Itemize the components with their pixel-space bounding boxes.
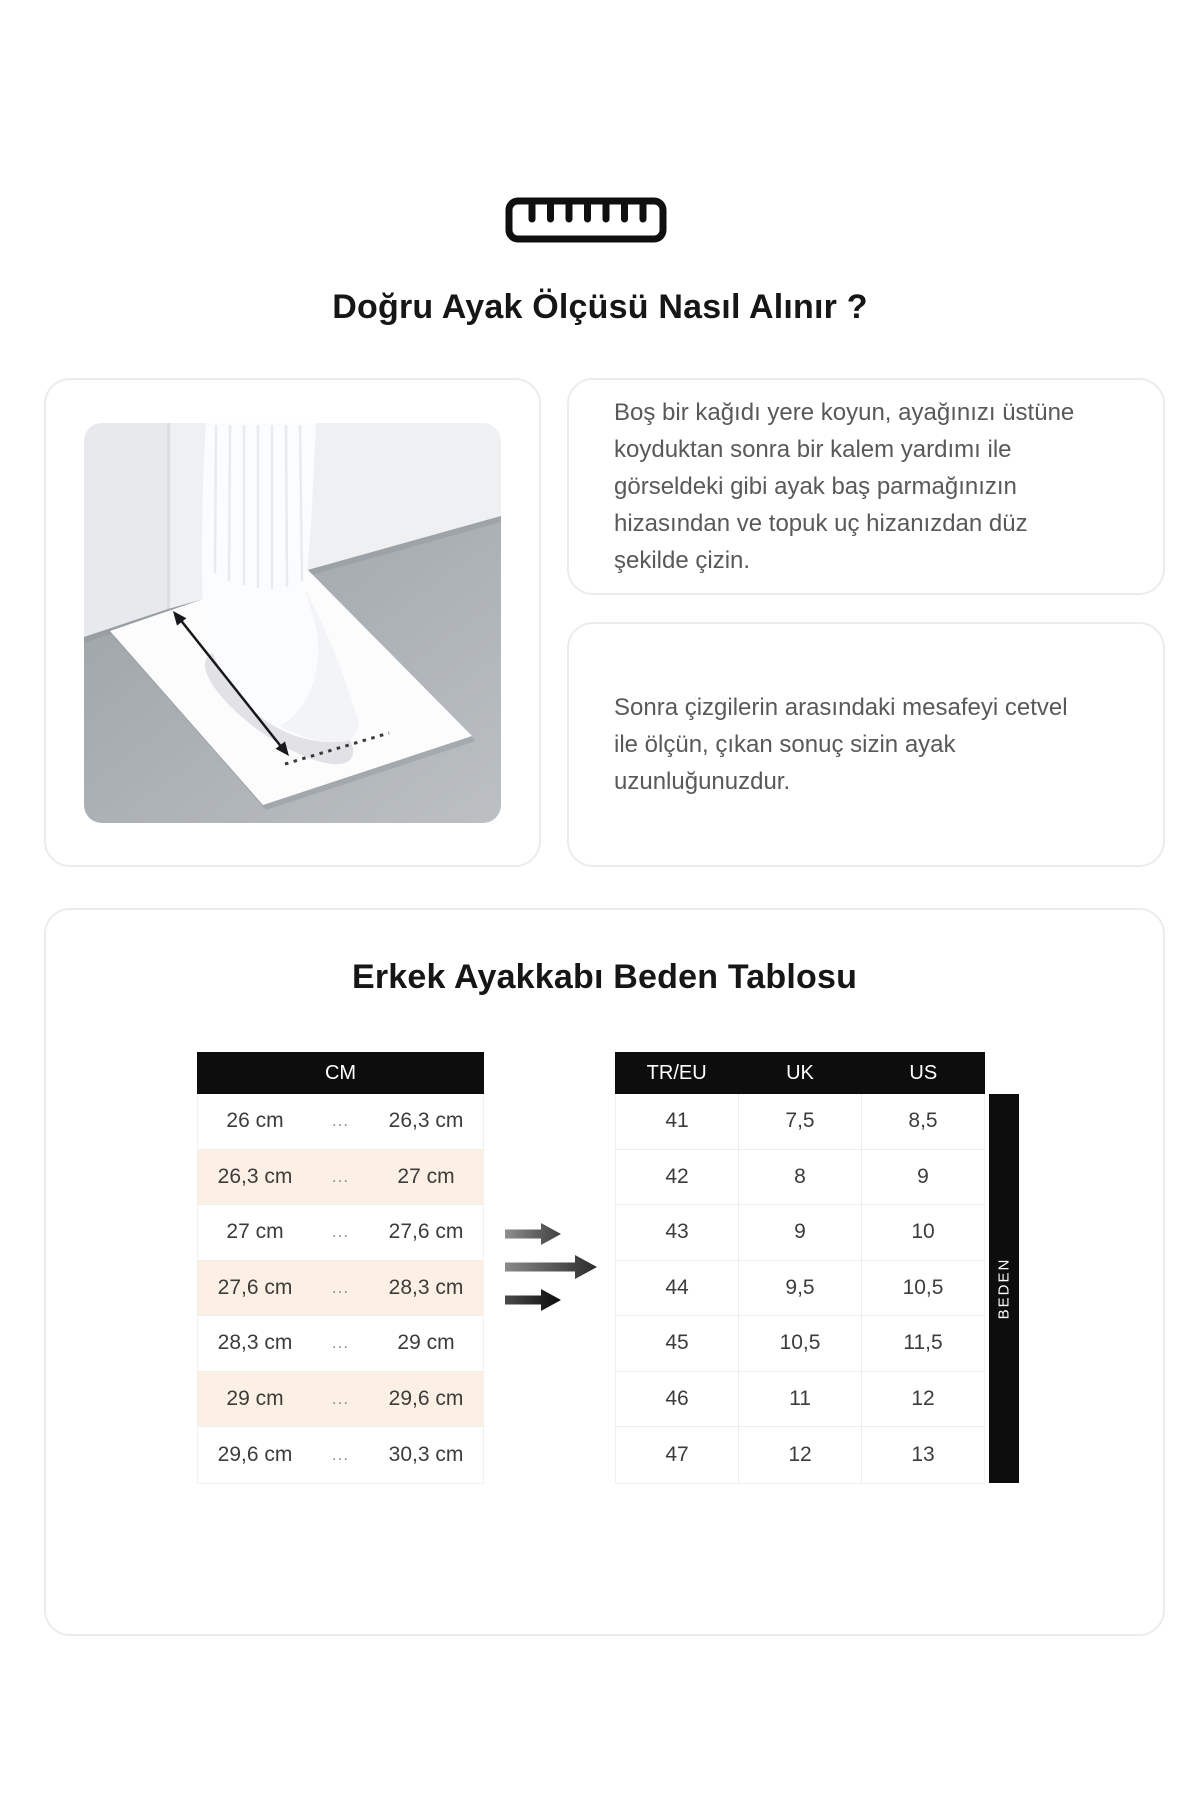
size-table-row: 42 8 9 bbox=[616, 1150, 984, 1206]
range-dots: ... bbox=[331, 1333, 350, 1353]
range-dots: ... bbox=[331, 1444, 350, 1464]
cm-table-row: 29,6 cm ... 30,3 cm bbox=[198, 1427, 483, 1483]
range-dots: ... bbox=[331, 1166, 350, 1186]
instruction-column bbox=[567, 378, 1165, 867]
instruction-text-1: Boş bir kağıdı yere koyun, ayağınızı üstüne koyduktan sonra bir kalem yardımı ile görseldeki gibi ayak baş parmağınızın hizasından ve topuk uç hizanızdan düz şekilde çizin. bbox=[614, 399, 1075, 574]
size-table-row: 41 7,5 8,5 bbox=[616, 1094, 984, 1150]
size-chart-card bbox=[44, 908, 1165, 1636]
size-table-header bbox=[615, 1052, 985, 1094]
size-table-row: 45 10,5 11,5 bbox=[616, 1316, 984, 1372]
transfer-arrows-icon bbox=[505, 1220, 597, 1314]
cm-table bbox=[197, 1052, 484, 1484]
instruction-box-2 bbox=[567, 622, 1165, 867]
cm-table-body bbox=[197, 1094, 484, 1484]
header-tr-eu: TR/EU bbox=[646, 1061, 707, 1084]
range-dots: ... bbox=[331, 1222, 350, 1242]
header-us: US bbox=[909, 1061, 938, 1084]
beden-label: BEDEN bbox=[995, 1257, 1013, 1320]
measure-section bbox=[44, 378, 1165, 867]
page-title: Doğru Ayak Ölçüsü Nasıl Alınır ? bbox=[332, 288, 868, 326]
size-table-row: 46 11 12 bbox=[616, 1372, 984, 1428]
foot-photo-card bbox=[44, 378, 541, 867]
cm-table-row: 27,6 cm ... 28,3 cm bbox=[198, 1261, 483, 1317]
cm-table-row: 27 cm ... 27,6 cm bbox=[198, 1205, 483, 1261]
range-dots: ... bbox=[331, 1388, 350, 1408]
ruler-icon bbox=[505, 197, 667, 243]
size-table bbox=[615, 1052, 985, 1484]
size-table-row: 47 12 13 bbox=[616, 1427, 984, 1483]
size-table-row: 43 9 10 bbox=[616, 1205, 984, 1261]
cm-table-row: 26,3 cm ... 27 cm bbox=[198, 1150, 483, 1206]
size-table-body bbox=[615, 1094, 985, 1484]
size-chart-title: Erkek Ayakkabı Beden Tablosu bbox=[351, 958, 858, 996]
cm-table-row: 29 cm ... 29,6 cm bbox=[198, 1372, 483, 1428]
foot-measurement-photo bbox=[84, 423, 501, 823]
beden-side-bar bbox=[989, 1094, 1019, 1483]
instruction-text-2: Sonra çizgilerin arasındaki mesafeyi cetvel ile ölçün, çıkan sonuç sizin ayak uzunluğunuzdur. bbox=[614, 694, 1068, 795]
header-uk: UK bbox=[786, 1061, 814, 1084]
instruction-box-1 bbox=[567, 378, 1165, 595]
range-dots: ... bbox=[331, 1111, 350, 1131]
size-table-row: 44 9,5 10,5 bbox=[616, 1261, 984, 1317]
cm-table-row: 28,3 cm ... 29 cm bbox=[198, 1316, 483, 1372]
cm-table-row: 26 cm ... 26,3 cm bbox=[198, 1094, 483, 1150]
cm-table-header: CM bbox=[197, 1052, 484, 1094]
range-dots: ... bbox=[331, 1277, 350, 1297]
